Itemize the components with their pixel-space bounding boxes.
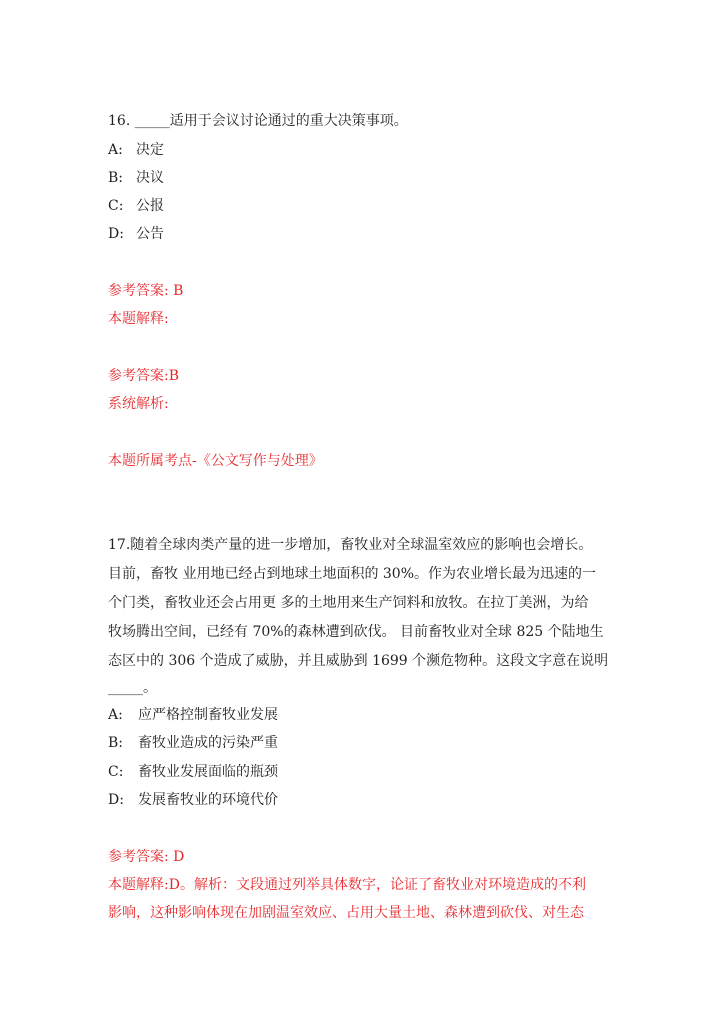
question-17-stem-line: _____。 xyxy=(108,680,157,696)
question-17-explanation-line: 影响，这种影响体现在加剧温室效应、占用大量土地、森林遭到砍伐、对生态 xyxy=(108,905,584,921)
question-17-option-d xyxy=(108,790,278,810)
question-17-option-c xyxy=(108,762,278,782)
question-17-stem-line: 个门类，畜牧业还会占用更 多的土地用来生产饲料和放牧。在拉丁美洲，为给 xyxy=(108,595,589,611)
option-text: 决定 xyxy=(136,142,164,158)
question-17-explanation-line: 本题解释:D。解析：文段通过列举具体数字，论证了畜牧业对环境造成的不利 xyxy=(108,877,586,893)
option-letter: C: xyxy=(108,764,124,780)
question-16-stem: 16. _____适用于会议讨论通过的重大决策事项。 xyxy=(108,113,408,129)
question-17-stem-line: 目前，畜牧 业用地已经占到地球土地面积的 30%。作为农业增长最为迅速的一 xyxy=(108,566,597,582)
question-17-answer: 参考答案: D xyxy=(108,849,185,865)
question-16-option-a xyxy=(108,140,164,160)
question-16-answer: 参考答案: B xyxy=(108,283,184,299)
option-letter: A: xyxy=(108,142,123,158)
question-16-option-c xyxy=(108,196,164,216)
question-17-option-a xyxy=(108,705,278,725)
question-17-stem-line: 17.随着全球肉类产量的进一步增加，畜牧业对全球温室效应的影响也会增长。 xyxy=(108,537,593,553)
question-17-option-b xyxy=(108,733,278,753)
option-text: 畜牧业发展面临的瓶颈 xyxy=(138,764,278,780)
question-16-analysis-label: 系统解析: xyxy=(108,396,169,412)
option-letter: B: xyxy=(108,170,124,186)
question-16-topic: 本题所属考点-《公文写作与处理》 xyxy=(108,453,323,469)
option-letter: B: xyxy=(108,735,124,751)
option-text: 应严格控制畜牧业发展 xyxy=(138,707,278,723)
question-16-answer-alt: 参考答案:B xyxy=(108,368,180,384)
question-16-option-d xyxy=(108,224,164,244)
option-letter: D: xyxy=(108,226,124,242)
option-text: 公报 xyxy=(136,198,164,214)
option-letter: A: xyxy=(108,707,123,723)
question-17-stem-line: 态区中的 306 个造成了威胁，并且威胁到 1699 个濒危物种。这段文字意在说明 xyxy=(108,653,609,669)
option-text: 发展畜牧业的环境代价 xyxy=(138,792,278,808)
option-text: 公告 xyxy=(136,226,164,242)
question-16-option-b xyxy=(108,168,164,188)
option-text: 畜牧业造成的污染严重 xyxy=(138,735,278,751)
question-17-stem-line: 牧场腾出空间，已经有 70%的森林遭到砍伐。 目前畜牧业对全球 825 个陆地生 xyxy=(108,624,604,640)
question-16-explanation-label: 本题解释: xyxy=(108,311,169,327)
option-letter: D: xyxy=(108,792,124,808)
option-text: 决议 xyxy=(136,170,164,186)
option-letter: C: xyxy=(108,198,124,214)
